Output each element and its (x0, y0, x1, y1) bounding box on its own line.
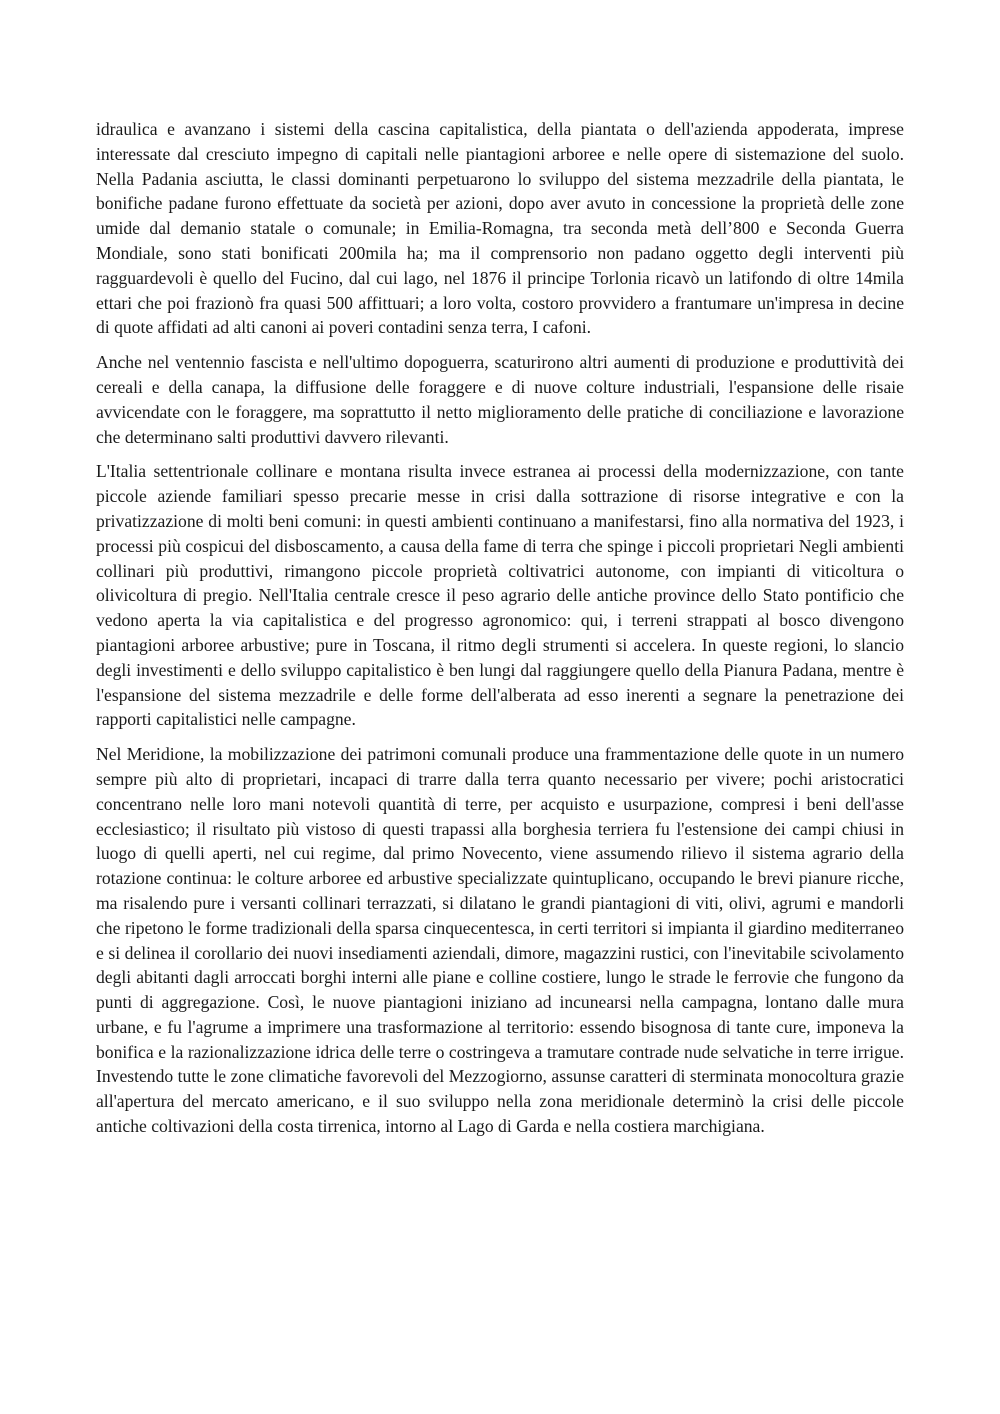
paragraph-ventennio-fascista: Anche nel ventennio fascista e nell'ultimo dopoguerra, scaturirono altri aumenti di produzione e produttività dei cereali e della canapa, la diffusione delle foraggere e di nuove colture industriali, l'espansione delle risaie avvicendate con le foraggere, ma soprattutto il netto miglioramento delle pratiche di conciliazione e lavorazione che determinano salti produttivi davvero rilevanti. (96, 352, 904, 447)
paragraph-meridione: Nel Meridione, la mobilizzazione dei patrimoni comunali produce una frammentazione delle quote in un numero sempre più alto di proprietari, incapaci di trarre dalla terra quanto necessario per vivere; pochi aristocratici concentrano nelle loro mani notevoli quantità di terre, per acquisto e usurpazione, compresi i beni dell'asse ecclesiastico; il risultato più vistoso di questi trapassi alla borghesia terriera fu l'estensione dei campi chiusi in luogo di quelli aperti, nel cui regime, dal primo Novecento, viene assumendo rilievo il sistema agrario della rotazione continua: le colture arboree ed arbustive specializzate quintuplicano, occupando le brevi pianure ricche, ma risalendo pure i versanti collinari terrazzati, si dilatano le grandi piantagioni di viti, olivi, agrumi e mandorli che ripetono le forme tradizionali della sparsa cinquecentesca, in certi territori si impianta il giardino mediterraneo e si delinea il corollario dei nuovi insediamenti aziendali, dimore, magazzini rustici, con l'inevitabile scivolamento degli abitanti dagli arroccati borghi interni alle piane e colline costiere, lungo le strade le ferrovie che fungono da punti di aggregazione. Così, le nuove piantagioni iniziano ad incunearsi nella campagna, lontano dalle mura urbane, e fu l'agrume a imprimere una trasformazione al territorio: essendo bisognosa di tante cure, imponeva la bonifica e la razionalizzazione idrica delle terre o costringeva a tramutare contrade nude selvatiche in terre irrigue. Investendo tutte le zone climatiche favorevoli del Mezzogiorno, assunse caratteri di sterminata monocoltura grazie all'apertura del mercato americano, e il suo sviluppo nella zona meridionale determinò la crisi delle piccole antiche coltivazioni della costa tirrenica, intorno al Lago di Garda e nella costiera marchigiana. (96, 744, 904, 1137)
paragraph-bonifiche-padane: idraulica e avanzano i sistemi della cascina capitalistica, della piantata o dell'azienda appoderata, imprese interessate dal cresciuto impegno di capitali nelle piantagioni arboree e nelle opere di sistemazione del suolo. Nella Padania asciutta, le classi dominanti perpetuarono lo sviluppo del sistema mezzadrile della piantata, le bonifiche padane furono effettuate da società per azioni, dopo aver avuto in concessione la proprietà delle zone umide dal demanio statale o comunale; in Emilia-Romagna, tra seconda metà dell’800 e Seconda Guerra Mondiale, sono stati bonificati 200mila ha; ma il comprensorio non padano oggetto degli interventi più ragguardevoli è quello del Fucino, dal cui lago, nel 1876 il principe Torlonia ricavò un latifondo di oltre 14mila ettari che poi frazionò fra quasi 500 affittuari; a loro volta, costoro provvidero a frantumare un'impresa in decine di quote affidati ad alti canoni ai poveri contadini senza terra, I cafoni. (96, 119, 904, 338)
document-page (96, 117, 904, 1149)
paragraph-italia-settentrionale: L'Italia settentrionale collinare e montana risulta invece estranea ai processi della modernizzazione, con tante piccole aziende familiari spesso precarie messe in crisi dalla sottrazione di risorse integrative e con la privatizzazione di molti beni comuni: in questi ambienti continuano a manifestarsi, fino alla normativa del 1923, i processi più cospicui del disboscamento, a causa della fame di terra che spinge i piccoli proprietari Negli ambienti collinari più produttivi, rimangono piccole proprietà coltivatrici autonome, con impianti di viticoltura o olivicoltura di pregio. Nell'Italia centrale cresce il peso agrario delle antiche province dello Stato pontificio che vedono aperta la via capitalistica e del progresso agronomico: qui, i terreni strappati al bosco divengono piantagioni arboree arbustive; pure in Toscana, il ritmo degli strumenti si accelera. In queste regioni, lo slancio degli investimenti e dello sviluppo capitalistico è ben lungi dal raggiungere quello della Pianura Padana, mentre è l'espansione del sistema mezzadrile e delle forme dell'alberata ad esso inerenti a segnare la penetrazione dei rapporti capitalistici nelle campagne. (96, 461, 904, 730)
